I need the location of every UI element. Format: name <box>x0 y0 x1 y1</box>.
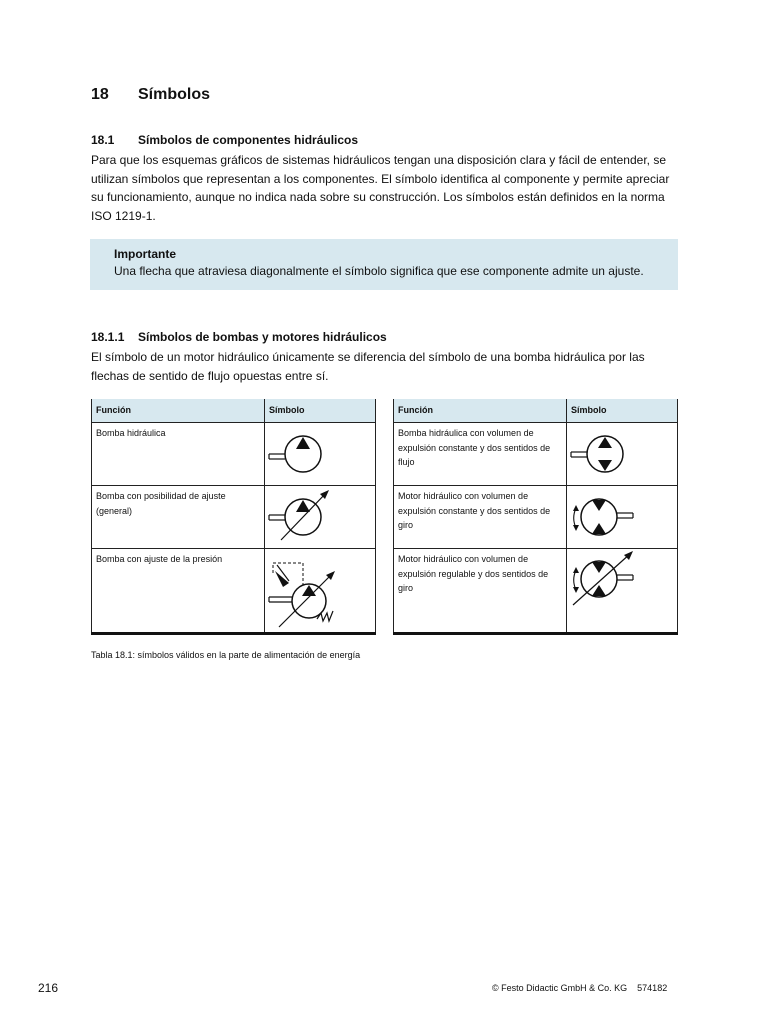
symbols-table-right <box>393 399 678 635</box>
header-symbol: Símbolo <box>265 399 376 423</box>
pump-bidirectional-symbol <box>567 423 678 486</box>
row-function: Bomba con posibilidad de ajuste (general) <box>92 486 265 549</box>
table-row <box>92 549 376 634</box>
table-row <box>92 486 376 549</box>
pump-adjustable-symbol <box>265 486 376 549</box>
table-row <box>92 423 376 486</box>
header-function: Función <box>394 399 567 423</box>
row-function: Bomba con ajuste de la presión <box>92 549 265 634</box>
section-heading <box>91 133 358 147</box>
page-number: 216 <box>38 981 59 995</box>
header-symbol: Símbolo <box>567 399 678 423</box>
footer-copyright: © Festo Didactic GmbH & Co. KG 574182 <box>492 983 668 993</box>
note-title: Importante <box>114 247 177 261</box>
table-header-row <box>394 399 678 423</box>
row-function: Motor hidráulico con volumen de expulsión regulable y dos sentidos de giro <box>394 549 567 634</box>
header-function: Función <box>92 399 265 423</box>
row-function: Bomba hidráulica <box>92 423 265 486</box>
chapter-number: 18 <box>91 86 109 103</box>
pump-fixed-symbol <box>265 423 376 486</box>
subsection-number: 18.1.1 <box>91 330 125 344</box>
pump-pressure-adjust-symbol <box>265 549 376 634</box>
motor-bidirectional-symbol <box>567 486 678 549</box>
subsection-paragraph: El símbolo de un motor hidráulico únicamente se diferencia del símbolo de una bomba hidráulica por las flechas de sentido de flujo opuestas entre sí. <box>91 350 645 383</box>
symbols-table-left <box>91 399 376 635</box>
subsection-title: Símbolos de bombas y motores hidráulicos <box>138 330 387 344</box>
chapter-title: Símbolos <box>138 86 211 103</box>
table-row <box>394 486 678 549</box>
table-caption: Tabla 18.1: símbolos válidos en la parte de alimentación de energía <box>91 650 361 660</box>
section-number: 18.1 <box>91 133 115 147</box>
table-row <box>394 423 678 486</box>
motor-variable-symbol <box>567 549 678 634</box>
table-row <box>394 549 678 634</box>
chapter-heading <box>91 86 210 104</box>
note-text: Una flecha que atraviesa diagonalmente el símbolo significa que ese componente admite un ajuste. <box>114 264 644 278</box>
row-function: Motor hidráulico con volumen de expulsión constante y dos sentidos de giro <box>394 486 567 549</box>
note-box <box>90 239 678 290</box>
section-title: Símbolos de componentes hidráulicos <box>138 133 359 147</box>
row-function: Bomba hidráulica con volumen de expulsión constante y dos sentidos de flujo <box>394 423 567 486</box>
section-paragraph: Para que los esquemas gráficos de sistemas hidráulicos tengan una disposición clara y fácil de entender, se utilizan símbolos que representan a los componentes. El símbolo identifica al componente y permite apreciar su funcionamiento, aunque no indica nada sobre su construcción. Los símbolos están definidos en la norma ISO 1219-1. <box>91 153 670 223</box>
subsection-heading <box>91 330 387 344</box>
table-header-row <box>92 399 376 423</box>
